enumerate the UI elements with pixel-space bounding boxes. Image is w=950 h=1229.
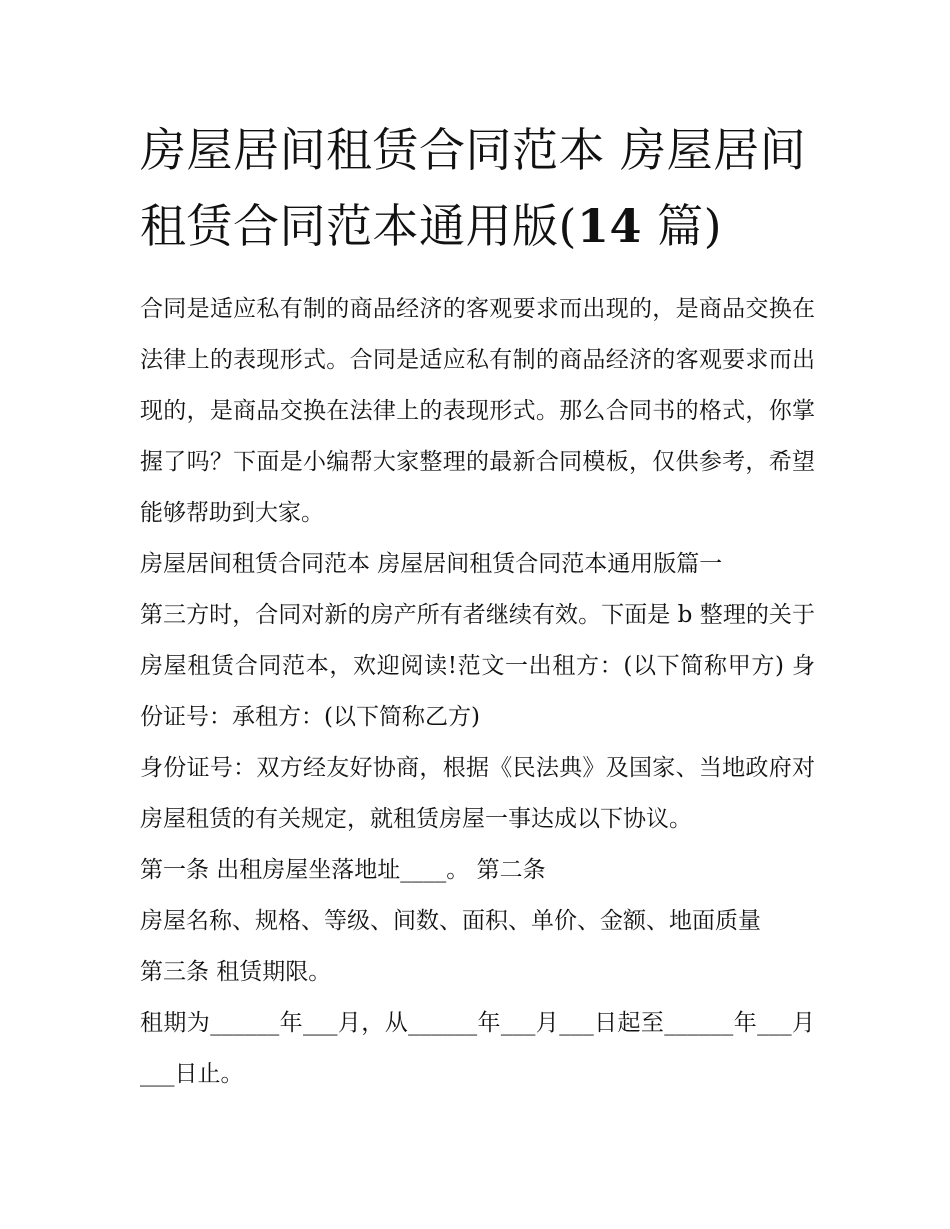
intro-paragraph: 合同是适应私有制的商品经济的客观要求而出现的，是商品交换在法律上的表现形式。合同是适应私有制的商品经济的客观要求而出现的，是商品交换在法律上的表现形式。那么合同书的格式，你掌握了吗？下面是小编帮大家整理的最新合同模板，仅供参考，希望能够帮助到大家。 [140, 296, 815, 526]
lease-term: 租期为______年___月，从______年___月___日起至______年___月___日止。 [140, 1010, 815, 1087]
section-heading: 房屋居间租赁合同范本 房屋居间租赁合同范本通用版篇一 [140, 551, 723, 577]
document-body [140, 284, 815, 1100]
document-title: 房屋居间租赁合同范本 房屋居间租赁合同范本通用版(14 篇) [140, 123, 807, 253]
article-two-detail: 房屋名称、规格、等级、间数、面积、单价、金额、地面质量 [140, 908, 761, 934]
title-count: 14 [576, 199, 642, 253]
document-page [140, 112, 815, 1100]
contract-paragraph: 身份证号：双方经友好协商，根据《民法典》及国家、当地政府对房屋租赁的有关规定，就租赁房屋一事达成以下协议。 [140, 755, 815, 832]
contract-paragraph: 第三方时，合同对新的房产所有者继续有效。下面是 b 整理的关于房屋租赁合同范本，欢迎阅读!范文一出租方：(以下简称甲方) 身份证号：承租方：(以下简称乙方) [140, 602, 815, 730]
article-three: 第三条 租赁期限。 [140, 959, 332, 985]
article-one: 第一条 出租房屋坐落地址____。 第二条 [140, 857, 546, 883]
